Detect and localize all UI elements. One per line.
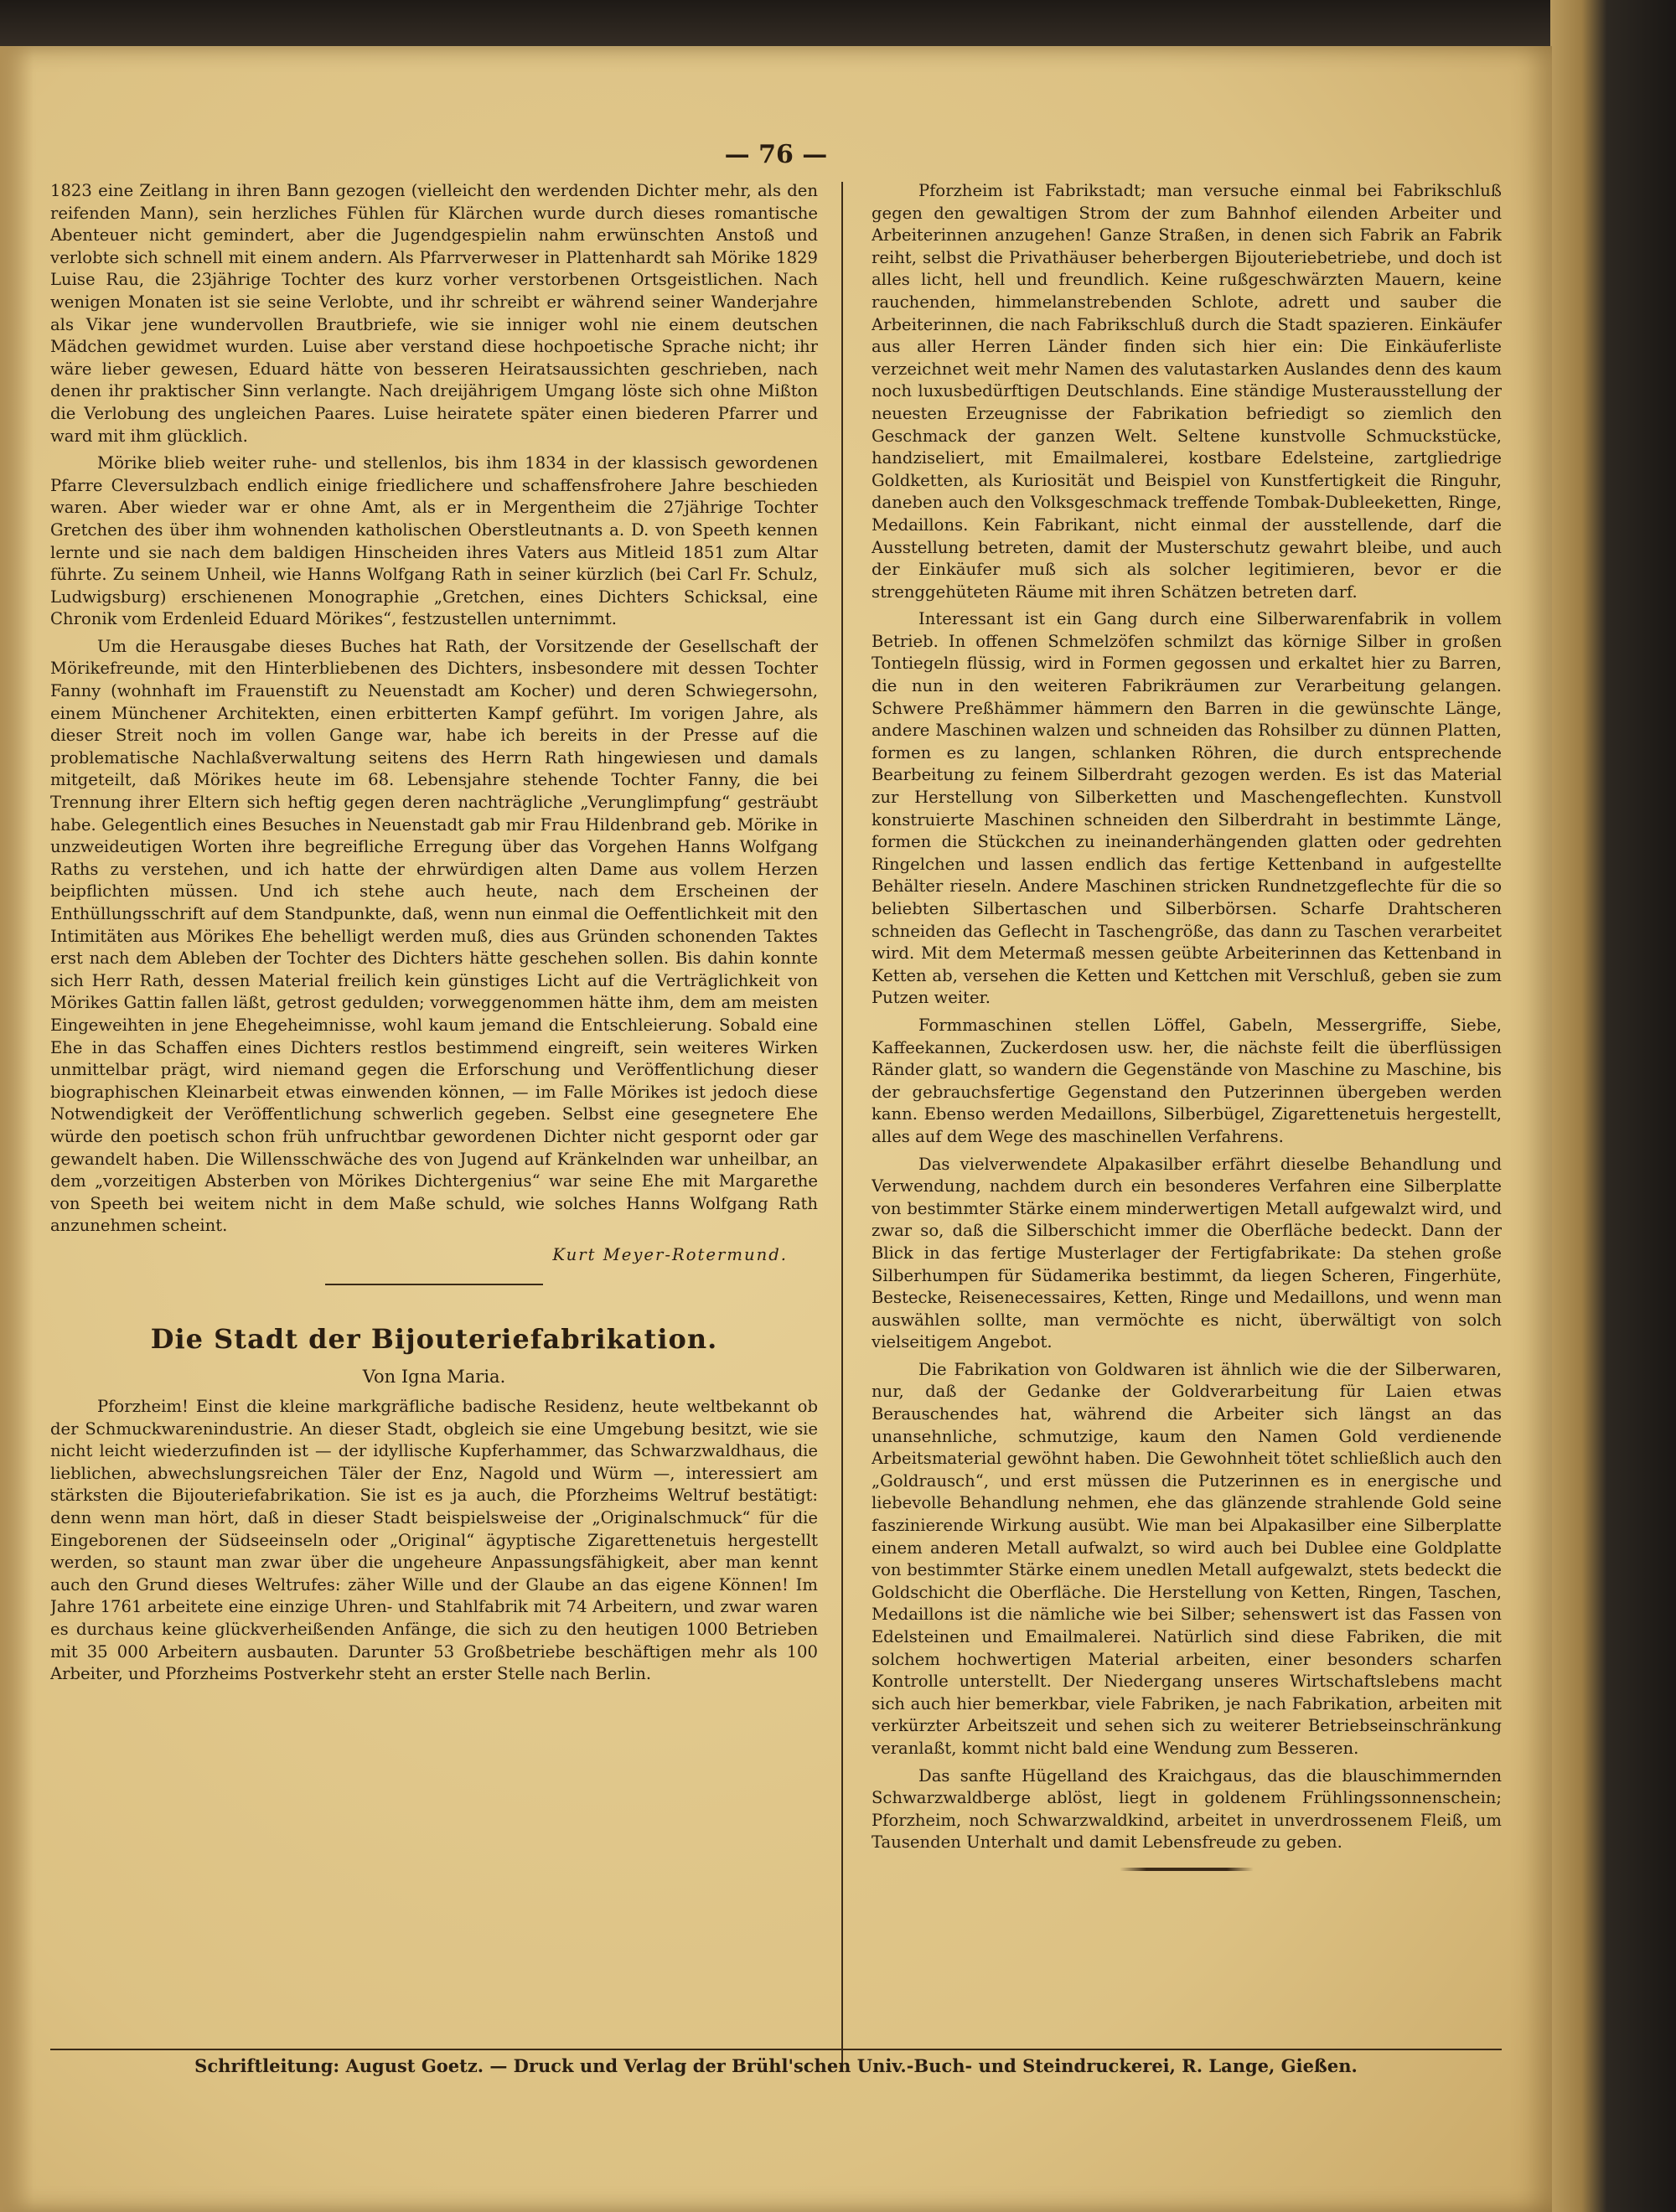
newspaper-page bbox=[0, 46, 1552, 2212]
article-paragraph-7: Das sanfte Hügelland des Kraichgaus, das die blauschimmernden Schwarzwaldberge ablöst, liegt in goldenem Frühlingssonnenschein; Pforzheim, noch Schwarzwaldkind, arbeitet in unverdrossenem Fleiß, um Tausenden Unterhalt und damit Lebensfreude zu geben. bbox=[872, 1765, 1502, 1853]
book-spine-edge bbox=[1550, 0, 1676, 2212]
footer-divider bbox=[50, 2049, 1502, 2050]
review-paragraph-3: Um die Herausgabe dieses Buches hat Rath, der Vorsitzende der Gesellschaft der Mörikefreunde, mit den Hinterbliebenen des Dichters, insbesondere mit dessen Tochter Fanny (wohnhaft im Frauenstift zu Neuenstadt am Kocher) und deren Schwiegersohn, einem Münchener Architekten, einen erbitterten Kampf geführt. Im vorigen Jahre, als dieser Streit noch im vollen Gange war, habe ich bereits in der Presse auf die problematische Nachlaßverwaltung seitens des Herrn Rath hingewiesen und damals mitgeteilt, daß Mörikes heute im 68. Lebensjahre stehende Tochter Fanny, die bei Trennung ihrer Eltern sich heftig gegen deren nachträgliche „Verunglimpfung“ gesträubt habe. Gelegentlich eines Besuches in Neuenstadt gab mir Frau Hildenbrand geb. Mörike in unzweideutigen Worten ihre begreifliche Erregung über das Vorgehen Hanns Wolfgang Raths zu verstehen, und ich hatte der ehrwürdigen alten Dame aus vollem Herzen beipflichten müssen. Und ich stehe auch heute, nach dem Erscheinen der Enthüllungsschrift auf dem Standpunkte, daß, wenn nun einmal die Oeffentlichkeit mit den Intimitäten aus Mörikes Ehe behelligt werden muß, dies aus Gründen schonenden Taktes erst nach dem Ableben der Tochter des Dichters hätte geschehen sollen. Bis dahin konnte sich Herr Rath, dessen Material freilich kein günstiges Licht auf die Verträglichkeit von Mörikes Gattin fallen läßt, getrost gedulden; vorweggenommen hätte ihm, dem am meisten Eingeweihten in jene Ehegeheimnisse, wohl kaum jemand die Entschleierung. Sobald eine Ehe in das Schaffen eines Dichters restlos bestimmend eingreift, sein weiteres Wirken unmittelbar prägt, wird niemand gegen die Erforschung und Veröffentlichung dieser biographischen Kleinarbeit etwas einwenden können, — im Falle Mörikes ist jedoch diese Notwendigkeit der Veröffentlichung schwerlich gegeben. Selbst eine gesegnetere Ehe würde den poetisch schon früh unfruchtbar gewordenen Dichter nicht gespornt oder gar gewandelt haben. Die Willensschwäche des von Jugend auf Kränkelnden war unheilbar, an dem „vorzeitigen Absterben von Mörikes Dichtergenius“ war seine Ehe mit Margarethe von Speeth bei weitem nicht in dem Maße schuld, wie solches Hanns Wolfgang Rath anzunehmen scheint. bbox=[50, 636, 818, 1236]
right-column bbox=[872, 180, 1502, 2049]
review-paragraph-1: 1823 eine Zeitlang in ihren Bann gezogen (vielleicht den werdenden Dichter mehr, als den reifenden Mann), sein herzliches Fühlen für Klärchen wurde durch dieses romantische Abenteuer nicht gemindert, aber die Jugendgespielin nahm erwünschten Anstoß und verlobte sich schnell mit einem andern. Als Pfarrverweser in Plattenhardt sah Mörike 1829 Luise Rau, die 23jährige Tochter des kurz vorher verstorbenen Ortsgeistlichen. Nach wenigen Monaten ist sie seine Verlobte, und ihr schreibt er während seiner Wanderjahre als Vikar jene wundervollen Brautbriefe, wie sie inniger wohl nie einem deutschen Mädchen gewidmet wurden. Luise aber verstand diese hochpoetische Sprache nicht; ihr wäre lieber gewesen, Eduard hätte von besseren Heiratsaussichten geschrieben, nach denen ihr praktischer Sinn verlangte. Nach dreijährigem Umgang löste sich ohne Mißton die Verlobung des ungleichen Paares. Luise heiratete später einen biederen Pfarrer und ward mit ihm glücklich. bbox=[50, 181, 818, 446]
publisher-imprint: Schriftleitung: August Goetz. — Druck und Verlag der Brühl'schen Univ.-Buch- und Steindruckerei, R. Lange, Gießen. bbox=[194, 2055, 1358, 2076]
article-paragraph-5: Das vielverwendete Alpakasilber erfährt dieselbe Behandlung und Verwendung, nachdem durch ein besonderes Verfahren eine Silberplatte von bestimmter Stärke einem minderwertigen Metall aufgewalzt wird, und zwar so, daß die Silberschicht immer die Oberfläche bedeckt. Dann der Blick in das fertige Musterlager der Fertigfabrikate: Da stehen große Silberhumpen für Südamerika bestimmt, da liegen Scheren, Fingerhüte, Bestecke, Reisenecessaires, Ketten, Ringe und Medaillons, und wenn man auswählen sollte, man vermöchte es nicht, überwältigt von solch vielseitigem Angebot. bbox=[872, 1154, 1502, 1352]
article-paragraph-3: Interessant ist ein Gang durch eine Silberwarenfabrik in vollem Betrieb. In offenen Schmelzöfen schmilzt das körnige Silber in großen Tontiegeln flüssig, wird in Formen gegossen und erkaltet hier zu Barren, die nun in den weiteren Fabrikräumen zur Verarbeitung gelangen. Schwere Preßhämmer hämmern den Barren in die gewünschte Länge, andere Maschinen walzen und schneiden das Rohsilber zu dünnen Platten, formen es zu langen, schlanken Röhren, die durch entsprechende Bearbeitung zu feinem Silberdraht gezogen werden. Es ist das Material zur Herstellung von Silberketten und Maschengeflechten. Kunstvoll konstruierte Maschinen schneiden den Silberdraht in bestimmte Länge, formen die Stückchen zu ineinanderhängenden glatten oder gedrehten Ringelchen und lassen endlich das fertige Kettenband in aufgestellte Behälter rieseln. Andere Maschinen stricken Rundnetzgeflechte für die so beliebten Silbertaschen und Silberbörsen. Scharfe Drahtscheren schneiden das Geflecht in Taschengröße, das dann zu Taschen verarbeitet wird. Mit dem Metermaß messen geübte Arbeiterinnen das Kettenband in Ketten ab, versehen die Ketten und Kettchen mit Verschluß, geben sie zum Putzen weiter. bbox=[872, 609, 1502, 1008]
article-paragraph-6: Die Fabrikation von Goldwaren ist ähnlich wie die der Silberwaren, nur, daß der Gedanke der Goldverarbeitung für Laien etwas Berauschendes hat, während die Arbeiter sich längst an das unansehnliche, schmutzige, kaum den Namen Gold verdienende Arbeitsmaterial gewöhnt haben. Die Gewohnheit tötet schließlich auch den „Goldrausch“, und erst müssen die Putzerinnen es in energische und liebevolle Behandlung nehmen, ehe das glänzende strahlende Gold seine faszinierende Wirkung ausübt. Wie man bei Alpakasilber eine Silberplatte einem anderen Metall aufwalzt, so wird auch bei Dublee eine Goldplatte von bestimmter Stärke einem unedlen Metall aufgewalzt, stets bedeckt die Goldschicht die Oberfläche. Die Herstellung von Ketten, Ringen, Taschen, Medaillons ist die nämliche wie bei Silber; sehenswert ist das Fassen von Edelsteinen und Emailmalerei. Natürlich sind diese Fabriken, die mit solchem hochwertigen Material arbeiten, einer besonders scharfen Kontrolle unterstellt. Der Niedergang unseres Wirtschaftslebens macht sich auch hier bemerkbar, viele Fabriken, je nach Fabrikation, arbeiten mit verkürzter Arbeitszeit und sehen sich zu weiterer Betriebseinschränkung veranlaßt, kommt nicht bald eine Wendung zum Besseren. bbox=[872, 1359, 1502, 1758]
article-paragraph-1: Pforzheim! Einst die kleine markgräfliche badische Residenz, heute weltbekannt ob der Schmuckwarenindustrie. An dieser Stadt, obgleich sie eine Umgebung besitzt, wie sie nicht leicht wiederzufinden ist — der idyllische Kupferhammer, das Schwarzwaldhaus, die lieblichen, abwechslungsreichen Täler der Enz, Nagold und Würm —, interessiert am stärksten die Bijouteriefabrikation. Sie ist es ja auch, die Pforzheims Weltruf bestätigt: denn wenn man hört, daß in dieser Stadt beispielsweise der „Originalschmuck“ für die Eingeborenen der Südseeinseln oder „Original“ ägyptische Zigarettenetuis hergestellt werden, so staunt man zwar über die ungeheure Anpassungsfähigkeit, aber man kennt auch den Grund dieses Weltrufes: zäher Wille und der Glaube an das eigene Können! Im Jahre 1761 arbeitete eine einzige Uhren- und Stahlfabrik mit 74 Arbeitern, und zwar waren es durchaus keine glückverheißenden Anfänge, die sich zu den heutigen 1000 Betrieben mit 35 000 Arbeitern ausbauten. Darunter 53 Großbetriebe beschäftigen mehr als 100 Arbeiter, und Pforzheims Postverkehr steht an erster Stelle nach Berlin. bbox=[50, 1397, 818, 1684]
article-byline: Von Igna Maria. bbox=[362, 1366, 506, 1387]
review-paragraph-2: Mörike blieb weiter ruhe- und stellenlos, bis ihm 1834 in der klassisch gewordenen Pfarre Cleversulzbach endlich einige friedlichere und schaffensfrohere Jahre beschieden waren. Aber wieder war er ohne Amt, als er in Mergentheim die 27jährige Tochter Gretchen des über ihm wohnenden katholischen Oberstleutnants a. D. von Speeth kennen lernte und sie nach dem baldigen Hinscheiden ihres Vaters aus Mitleid 1851 zum Altar führte. Zu seinem Unheil, wie Hanns Wolfgang Rath in seiner kürzlich (bei Carl Fr. Schulz, Ludwigsburg) erschienenen Monographie „Gretchen, eines Dichters Schicksal, eine Chronik vom Erdenleid Eduard Mörikes“, festzustellen unternimmt. bbox=[50, 453, 818, 629]
article-paragraph-4: Formmaschinen stellen Löffel, Gabeln, Messergriffe, Siebe, Kaffeekannen, Zuckerdosen usw. her, die nächste feilt die überflüssigen Ränder glatt, so wandern die Gegenstände von Maschine zu Maschine, bis der gebrauchsfertige Gegenstand den Putzerinnen übergeben werden kann. Ebenso werden Medaillons, Silberbügel, Zigarettenetuis hergestellt, alles auf dem Wege des maschinellen Verfahrens. bbox=[872, 1015, 1502, 1146]
left-column bbox=[50, 180, 818, 2049]
page-number: — 76 — bbox=[724, 140, 828, 169]
article-title: Die Stadt der Bijouteriefabrikation. bbox=[150, 1322, 718, 1355]
column-divider bbox=[841, 182, 843, 2067]
article-paragraph-2: Pforzheim ist Fabrikstadt; man versuche einmal bei Fabrikschluß gegen den gewaltigen Strom der zum Bahnhof eilenden Arbeiter und Arbeiterinnen anzugehen! Ganze Straßen, in denen sich Fabrik an Fabrik reiht, selbst die Privathäuser beherbergen Bijouteriebetriebe, und doch ist alles licht, hell und freundlich. Keine rußgeschwärzten Mauern, keine rauchenden, himmelanstrebenden Schlote, adrett und sauber die Arbeiterinnen, die nach Fabrikschluß durch die Stadt spazieren. Einkäufer aus aller Herren Länder finden sich hier ein: Die Einkäuferliste verzeichnet weit mehr Namen des valutastarken Auslandes denn des kaum noch luxusbedürftigen Deutschlands. Eine ständige Musterausstellung der neuesten Erzeugnisse der Fabrikation befriedigt so ziemlich den Geschmack der ganzen Welt. Seltene kunstvolle Schmuckstücke, handziseliert, mit Emailmalerei, kostbare Edelsteine, zartgliedrige Goldketten, als Kuriosität und Beispiel von Kunstfertigkeit die Ringuhr, daneben auch den Volksgeschmack treffende Tombak-Dubleeketten, Ringe, Medaillons. Kein Fabrikant, nicht einmal der ausstellende, darf die Ausstellung betreten, damit der Musterschutz gewahrt bleibe, und auch der Einkäufer muß sich als solcher legitimieren, bevor er die strenggehüteten Räume mit ihren Schätzen betreten darf. bbox=[872, 181, 1502, 602]
page-fold-shadow bbox=[0, 46, 34, 2212]
author-signature: Kurt Meyer-Rotermund. bbox=[552, 1244, 788, 1264]
end-ornament bbox=[1120, 1868, 1254, 1871]
section-divider bbox=[325, 1284, 543, 1285]
